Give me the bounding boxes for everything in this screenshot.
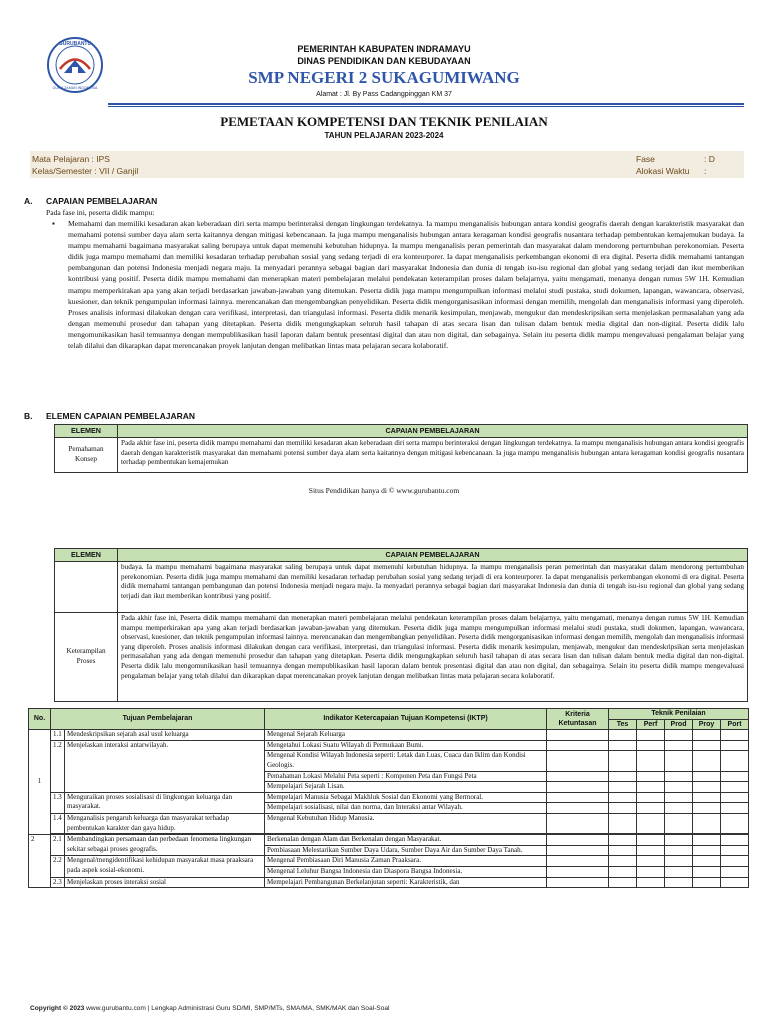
iktp-text: Mempelajari Pembangunan Berkelanjutan seperti: Karakteristik, dan <box>265 877 547 888</box>
table-row <box>55 562 748 613</box>
iktp-text: Mempelajari Sejarah Lisan. <box>265 782 547 793</box>
capaian-text-cont <box>118 562 748 613</box>
table-row <box>55 613 748 702</box>
tp-text: Mengenal/mengidentifikasi kehidupan masyarakat masa praaksara pada aspek sosial-ekonomi. <box>65 856 265 877</box>
capaian-text-clip: Pada akhir fase ini, peserta didik mampu memahami dan memiliki kesadaran akan keberadaan diri serta mampu berinteraksi dengan lingkungan terdekatnya. Ia mampu menganalisis hubungan antara kondisi geografis daerah dengan karakteristik masyarakat dan memahami potensi sumber daya alam serta kaitannya dengan mitigasi kebencanaan. Ia juga mampu menganalisis hubungan antara keragaman kondisi geografis nusantara terhadap pembentukan kemajemukan <box>121 439 744 467</box>
col-port: Port <box>721 719 749 730</box>
table-header-row <box>55 549 748 562</box>
table-row <box>29 835 749 846</box>
alokasi-value: : <box>704 166 707 176</box>
elemen-table-1 <box>54 424 748 473</box>
iktp-text: Mengetahui Lokasi Suatu Wilayah di Permukaan Bumi. <box>265 740 547 751</box>
iktp-text: Mengenal Kebutuhan Hidup Manusia. <box>265 813 547 833</box>
tp-code: 1.3 <box>51 792 65 813</box>
capaian-text-clip-2: Pada akhir fase ini, Peserta didik mampu memahami dan menerapkan materi pembelajaran melalui pendekatan keterampilan proses dalam belajarnya, yaitu mengamati, menanya dengan rumus 5W 1H. Kemudian mampu memperkirakan apa yang akan terjadi berdasarkan jawaban-jawaban yang ditemukan. Peserta didik juga mampu mengumpulkan informasi melalui studi pustaka, studi dokumen, lapangan, wawancara, observasi, kuesioner, dan teknik pengumpulan informasi lainnya. merencanakan dan mengembangkan penyelidikan. Peserta didik mengorganisasikan informasi dengan memilih, mengolah dan menganalisis informasi yang diperoleh. Proses analisis informasi dilakukan dengan cara verifikasi, interpretasi, dan triangulasi informasi. Peserta didik menarik kesimpulan, menjawab, mengukur dan mendeskripsikan serta menjelaskan permasalahan yang ada dengan memenuhi prosedur dan tahapan yang ditetapkan. Peserta didik mengungkapkan seluruh hasil tahapan di atas secara lisan dan tulisan dalam bentuk media digital dan non-digital. Peserta didik lalu mengomunikasikan hasil temuannya dengan mempublikasikan hasil laporan dalam bentuk presentasi digital dan atau non digital, dan sebagainya. Selain itu peserta didik mampu mengevaluasi pengalaman belajar yang telah dilalui dan dikarapkan dapat merencanakan proyek lanjutan dengan melibatkan lintas mata pelajaran secara kolaboratif. <box>121 614 744 680</box>
row-number: 2 <box>29 835 51 888</box>
col-kriteria: Kriteria Ketuntasan <box>547 709 609 730</box>
section-b-heading: ELEMEN CAPAIAN PEMBELAJARAN <box>46 411 196 421</box>
iktp-text: Mempelajari sosialisasi, nilai dan norma, dan Interaksi antar Wilayah. <box>265 803 547 814</box>
fase-label: Fase <box>636 154 655 164</box>
kelas-label: Kelas/Semester : VII / Ganjil <box>32 166 139 176</box>
col-prod: Prod <box>665 719 693 730</box>
table-row <box>55 438 748 473</box>
footer-copyright: Copyright © 2023 <box>30 1005 85 1012</box>
table-row <box>29 877 749 888</box>
gov-name: PEMERINTAH KABUPATEN INDRAMAYU <box>297 44 471 54</box>
page-footer <box>30 1005 390 1012</box>
elemen-name-empty <box>55 562 118 613</box>
iktp-text: Mengenal Leluhur Bangsa Indonesia dan Diaspora Bangsa Indonesia. <box>265 866 547 877</box>
header-divider-thin <box>108 106 744 107</box>
footer-text: | Lengkap Administrasi Guru SD/MI, SMP/MTs, SMA/MA, SMK/MAK dan Soal-Soal <box>147 1005 390 1012</box>
capaian-cont-clip: budaya. Ia mampu memahami bagaimana masyarakat saling berupaya untuk dapat memenuhi kebutuhan hidupnya. Ia mampu menganalisis peran pemerintah dan masyarakat dalam mendorong pertumbuhan perekonomian. Peserta didik juga mampu memahami dan memiliki kesadaran terhadap perubahan sosial yang sedang terjadi di era konteurporer. Ia dapat menganalisis perkembangan ekonomi di era digital. Peserta didik memahami tantangan pembangunan dan potensi Indonesia menjadi negara maju. Ia menyadari perannya sebagai bagian dari masyarakat Indonesia dan dunia di tengah isu-isu regional dan global yang sedang terjadi dan ikut memberikan kontribusi yang positif. <box>121 563 744 600</box>
document-year: TAHUN PELAJARAN 2023-2024 <box>324 131 444 140</box>
iktp-text: Mengenal Kondisi Wilayah Indonesia seperti: Letak dan Luas, Cuaca dan Iklim dan Kondisi Geologis. <box>265 751 547 771</box>
header-divider <box>108 103 744 105</box>
iktp-text: Pemahaman Lokasi Melalui Peta seperti : Komponen Peta dan Fungsi Peta <box>265 771 547 782</box>
table-row <box>29 730 749 741</box>
iktp-text: Pembiasaan Melestarikan Sumber Daya Udara, Sumber Daya Air dan Sumber Daya Tanah. <box>265 845 547 856</box>
col-elemen: ELEMEN <box>55 549 118 562</box>
tp-code: 1.2 <box>51 740 65 792</box>
svg-text:GURU ZAMAN INDONESIA: GURU ZAMAN INDONESIA <box>52 86 98 90</box>
section-a-heading: CAPAIAN PEMBELAJARAN <box>46 196 158 206</box>
tp-text: Mendeskripsikan sejarah asal usul keluarga <box>65 730 265 741</box>
table-row <box>29 792 749 803</box>
school-name: SMP NEGERI 2 SUKAGUMIWANG <box>248 68 520 87</box>
tp-table <box>28 708 749 888</box>
section-a-letter: A. <box>24 196 33 206</box>
section-a-intro: Pada fase ini, peserta didik mampu: <box>46 208 155 217</box>
elemen-table-2 <box>54 548 748 702</box>
col-perf: Perf <box>637 719 665 730</box>
table-header-row <box>29 709 749 720</box>
tp-text: Menjelaskan proses interaksi sosial <box>65 877 265 888</box>
col-tes: Tes <box>609 719 637 730</box>
iktp-text: Mengenal Pembiasaan Diri Manusia Zaman Praaksara. <box>265 856 547 867</box>
col-tp: Tujuan Pembelajaran <box>51 709 265 730</box>
watermark-text: Situs Pendidikan hanya di © www.gurubantu.com <box>308 486 460 495</box>
elemen-name: Keterampilan Proses <box>55 613 118 702</box>
col-teknik: Teknik Penilaian <box>609 709 749 720</box>
footer-site-link[interactable]: www.gurubantu.com <box>86 1005 146 1012</box>
tp-code: 2.1 <box>51 835 65 856</box>
mapel-label: Mata Pelajaran : IPS <box>32 154 110 164</box>
tp-code: 2.3 <box>51 877 65 888</box>
document-title: PEMETAAN KOMPETENSI DAN TEKNIK PENILAIAN <box>220 114 548 129</box>
iktp-text: Berkenalan dengan Alam dan Berkenalan dengan Masyarakat. <box>265 835 547 846</box>
tp-code: 2.2 <box>51 856 65 877</box>
bullet-icon: ▪ <box>52 219 55 228</box>
tp-code: 1.1 <box>51 730 65 741</box>
table-row <box>29 856 749 867</box>
table-row <box>29 740 749 751</box>
table-row <box>29 813 749 833</box>
col-elemen: ELEMEN <box>55 425 118 438</box>
col-no: No. <box>29 709 51 730</box>
capaian-text <box>118 438 748 473</box>
dinas-name: DINAS PENDIDIKAN DAN KEBUDAYAAN <box>297 56 471 66</box>
elemen-name: Pemahaman Konsep <box>55 438 118 473</box>
tp-text: Menguraikan proses sosialisasi di lingkungan keluarga dan masyarakat. <box>65 792 265 813</box>
school-address: Alamat : Jl. By Pass Cadangpinggan KM 37 <box>316 91 452 98</box>
table-header-row <box>55 425 748 438</box>
tp-text: Menganalisis pengaruh keluarga dan masyarakat terhadap pembentukan karakter dan gaya hidup. <box>65 813 265 833</box>
iktp-text: Mengenal Sejarah Keluarga <box>265 730 547 741</box>
fase-value: : D <box>704 154 715 164</box>
col-capaian: CAPAIAN PEMBELAJARAN <box>118 549 748 562</box>
section-b-letter: B. <box>24 411 33 421</box>
alokasi-label: Alokasi Waktu <box>636 166 690 176</box>
capaian-text <box>118 613 748 702</box>
tp-code: 1.4 <box>51 813 65 833</box>
svg-text:GURUBANTU: GURUBANTU <box>58 41 92 47</box>
iktp-text: Mempelajari Manusia Sebagai Makhluk Sosial dan Ekonomi yang Bermoral. <box>265 792 547 803</box>
tp-text: Menjelaskan interaksi antarwilayah. <box>65 740 265 792</box>
col-iktp: Indikator Ketercapaian Tujuan Kompetensi (IKTP) <box>265 709 547 730</box>
col-proy: Proy <box>693 719 721 730</box>
col-capaian: CAPAIAN PEMBELAJARAN <box>118 425 748 438</box>
tp-text: Membandingkan persamaan dan perbedaan fenomena lingkungan sekitar sebagai proses geografis. <box>65 835 265 856</box>
section-a-text: Memahami dan memiliki kesadaran akan keberadaan diri serta mampu berinteraksi dengan lingkungan terdekatnya. Ia mampu menganalisis hubungan antara kondisi geografis daerah dengan karakteristik masyarakat dan memahami potensi sumber daya alam serta kaitannya dengan mitigasi kebencanaan. Ia juga mampu menganalisis hubungan antara keragaman kondisi geografis nusantara terhadap pembentukan kemajemukan budaya. Ia mampu memahami bagaimana masyarakat saling berupaya untuk dapat memenuhi kebutuhan hidupnya. Ia mampu menganalisis peran pemerintah dan masyarakat dalam mendorong perturnbuhan perekonomian. Peserta didik juga mampu memahami dan memiliki kesadaran terhadap perubahan sosial yang sedang terjadi di era konteurporer. Ia dapat menganalisis perkembangan ekonomi di era digital. Peserta didik memahami tantangan pembangunan dan potensi Indonesia menjadi negara maju. Ia menyadari perannya sebagai bagian dari masyarakat Indonesia dan dunia di tengah isu-isu regional dan global yang sedang terjadi dan ikut memberikan kontribusi yang positif. Peserta didik mampu memahami dan menerapkan materi pembelajaran melalui pendekatan keterampilan proses dalam belajarnya, yaitu mengamati, menanya dengan rumus 5W 1H. Kemudian mampu memperkirakan apa yang akan terjadi berdasarkan jawaban-jawaban yang ditemukan. Peserta didik juga mampu mengumpulkan informasi melalui studi pustaka, studi dokumen, lapangan, wawancara, observasi, kuesioner, dan teknik pengumpulan informasi lainnya. merencanakan dan mengembangkan penyelidikan. Peserta didik mengorganisasikan informasi dengan memilih, mengolah dan menganalisis informasi yang diperoleh. Proses analisis informasi dilakukan dengan cara verifikasi, interpretasi, dan triangulasi informasi. Peserta didik menarik kesimpulan, menjawab, mengukur dan mendeskripsikan serta menjelaskan permasalahan yang ada dengan memenuhi prosedur dan tahapan yang ditetapkan. Peserta didik mengungkapkan seluruh hasil tahapan di atas secara lisan dan tulisan dalam bentuk media digital dan non-digital. Peserta didik lalu mengomunikasikan hasil temuannya dengan mempublikasikan hasil laporan dalam bentuk presentasi digital dan atau non digital, dan sebagainya. Selain itu peserta didik mampu mengevaluasi pengalaman belajar yang telah dilalui dan dikarapkan dapat merencanakan proyek lanjutan dengan melibatkan lintas mata pelajaran secara kolaboratif. <box>68 219 744 351</box>
row-number: 1 <box>29 730 51 835</box>
